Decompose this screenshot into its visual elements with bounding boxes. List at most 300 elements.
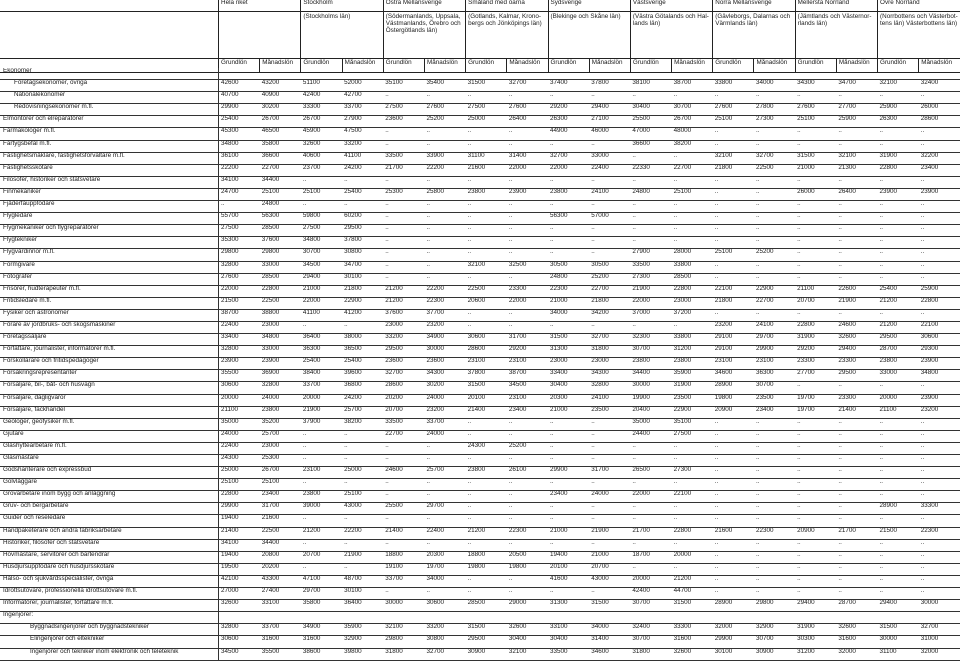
- value-cell: ..: [507, 213, 548, 225]
- value-cell: ..: [630, 152, 671, 164]
- value-cell: 24300: [219, 455, 260, 467]
- value-cell: 33800: [672, 334, 713, 346]
- value-cell: 31800: [630, 648, 671, 660]
- value-cell: ..: [383, 261, 424, 273]
- value-cell: 22300: [754, 527, 795, 539]
- value-cell: 33300: [672, 624, 713, 636]
- value-cell: 29800: [260, 249, 301, 261]
- table-row: [0, 467, 960, 479]
- value-cell: 20000: [630, 575, 671, 587]
- value-cell: ..: [713, 176, 754, 188]
- value-cell: 32600: [836, 334, 877, 346]
- value-cell: 23400: [507, 406, 548, 418]
- value-cell: 21000: [548, 297, 589, 309]
- row-label: Gruv- och bergarbetare: [0, 503, 219, 515]
- value-cell: ..: [548, 442, 589, 454]
- value-cell: ..: [919, 455, 960, 467]
- value-cell: ..: [795, 418, 836, 430]
- value-cell: ..: [919, 467, 960, 479]
- value-cell: ..: [424, 237, 465, 249]
- value-cell: [713, 68, 754, 80]
- value-cell: 25400: [301, 358, 342, 370]
- value-cell: 31900: [795, 334, 836, 346]
- value-cell: ..: [836, 92, 877, 104]
- value-cell: 31500: [466, 624, 507, 636]
- table-row: [0, 346, 960, 358]
- value-cell: 23100: [466, 358, 507, 370]
- table-row: [0, 624, 960, 636]
- value-cell: ..: [795, 563, 836, 575]
- value-cell: 29000: [507, 600, 548, 612]
- row-label: Frisörer, hudterapeuter m.fl.: [0, 285, 219, 297]
- value-cell: ..: [548, 539, 589, 551]
- value-cell: 31600: [301, 636, 342, 648]
- value-cell: ..: [713, 588, 754, 600]
- value-cell: ..: [383, 128, 424, 140]
- value-cell: ..: [507, 237, 548, 249]
- value-cell: [630, 612, 671, 624]
- value-cell: 22000: [507, 164, 548, 176]
- table-row: [0, 273, 960, 285]
- value-cell: 31300: [548, 346, 589, 358]
- table-row: [0, 370, 960, 382]
- value-cell: 31800: [589, 346, 630, 358]
- value-cell: 32600: [301, 140, 342, 152]
- value-cell: ..: [836, 539, 877, 551]
- value-cell: 29700: [424, 503, 465, 515]
- value-cell: 48700: [342, 575, 383, 587]
- value-cell: ..: [383, 539, 424, 551]
- value-cell: 20200: [383, 394, 424, 406]
- value-cell: ..: [754, 176, 795, 188]
- value-cell: 25700: [424, 467, 465, 479]
- value-cell: 30800: [342, 249, 383, 261]
- value-cell: 32700: [754, 152, 795, 164]
- value-cell: 34300: [589, 370, 630, 382]
- value-cell: 55700: [219, 213, 260, 225]
- value-cell: 21400: [219, 527, 260, 539]
- row-label: Handpaketerare och andra fabriksarbetare: [0, 527, 219, 539]
- value-cell: ..: [754, 563, 795, 575]
- value-cell: 33400: [219, 334, 260, 346]
- value-cell: 29400: [836, 346, 877, 358]
- value-cell: 22800: [878, 164, 919, 176]
- value-cell: 27500: [383, 104, 424, 116]
- table-row: [0, 406, 960, 418]
- value-cell: ..: [754, 140, 795, 152]
- value-cell: 29100: [713, 334, 754, 346]
- value-cell: ..: [548, 92, 589, 104]
- value-cell: ..: [507, 588, 548, 600]
- value-cell: 38700: [219, 309, 260, 321]
- value-cell: 21200: [383, 285, 424, 297]
- value-cell: 20200: [260, 563, 301, 575]
- value-cell: ..: [754, 479, 795, 491]
- value-cell: ..: [630, 563, 671, 575]
- value-cell: 21400: [466, 406, 507, 418]
- value-cell: ..: [507, 503, 548, 515]
- value-cell: ..: [507, 430, 548, 442]
- value-cell: 19900: [630, 394, 671, 406]
- value-cell: 35400: [424, 80, 465, 92]
- row-label: Försäljare, fackhandel: [0, 406, 219, 418]
- value-cell: 20800: [260, 551, 301, 563]
- value-cell: 23100: [301, 467, 342, 479]
- value-cell: 32900: [342, 636, 383, 648]
- value-cell: 47100: [301, 575, 342, 587]
- value-cell: ..: [754, 309, 795, 321]
- value-cell: ..: [383, 201, 424, 213]
- value-cell: [589, 68, 630, 80]
- value-cell: 33800: [713, 80, 754, 92]
- value-cell: 29700: [754, 334, 795, 346]
- value-cell: ..: [466, 309, 507, 321]
- table-row: [0, 430, 960, 442]
- value-cell: ..: [672, 152, 713, 164]
- value-cell: 26100: [507, 467, 548, 479]
- value-cell: ..: [878, 382, 919, 394]
- value-cell: 22700: [754, 297, 795, 309]
- value-cell: 19500: [219, 563, 260, 575]
- value-cell: 30700: [301, 249, 342, 261]
- value-cell: 24000: [260, 394, 301, 406]
- value-cell: ..: [878, 551, 919, 563]
- row-label: Finmekaniker: [0, 188, 219, 200]
- value-cell: ..: [919, 213, 960, 225]
- value-cell: 21900: [342, 551, 383, 563]
- table-row: [0, 176, 960, 188]
- value-cell: ..: [836, 479, 877, 491]
- value-cell: 40700: [219, 92, 260, 104]
- value-cell: 25900: [878, 104, 919, 116]
- value-cell: 22400: [219, 442, 260, 454]
- value-cell: 34500: [219, 648, 260, 660]
- value-cell: 34300: [795, 80, 836, 92]
- value-cell: 22800: [672, 527, 713, 539]
- row-label: Försäkringsrepresentanter: [0, 370, 219, 382]
- value-cell: 32100: [713, 152, 754, 164]
- table-row: [0, 600, 960, 612]
- value-cell: 35000: [630, 418, 671, 430]
- value-cell: 25300: [383, 188, 424, 200]
- value-cell: 30600: [919, 334, 960, 346]
- value-cell: 30100: [713, 648, 754, 660]
- table-row: [0, 80, 960, 92]
- value-cell: ..: [878, 176, 919, 188]
- value-cell: 32700: [919, 624, 960, 636]
- value-cell: ..: [795, 92, 836, 104]
- value-cell: [466, 612, 507, 624]
- table-row: [0, 515, 960, 527]
- value-cell: 34000: [424, 575, 465, 587]
- value-cell: 31500: [466, 80, 507, 92]
- value-cell: 19700: [424, 563, 465, 575]
- value-cell: 41200: [342, 309, 383, 321]
- value-cell: 19400: [219, 551, 260, 563]
- value-cell: 33200: [383, 334, 424, 346]
- value-cell: 22000: [507, 297, 548, 309]
- value-cell: 30300: [795, 636, 836, 648]
- value-cell: 32600: [836, 624, 877, 636]
- value-cell: 29900: [219, 104, 260, 116]
- value-cell: 20000: [301, 394, 342, 406]
- value-cell: 20000: [878, 394, 919, 406]
- value-cell: 20100: [466, 394, 507, 406]
- row-label: Flygledare: [0, 213, 219, 225]
- value-cell: 21200: [383, 297, 424, 309]
- value-cell: 25100: [713, 116, 754, 128]
- value-cell: ..: [548, 455, 589, 467]
- value-cell: 34100: [219, 176, 260, 188]
- value-cell: 34900: [301, 624, 342, 636]
- value-cell: ..: [466, 430, 507, 442]
- region-subtitle: (Norrbottens och Västerbot-tens län) Västerbottens län): [878, 12, 960, 45]
- column-header-manadslon: Månadslön: [919, 59, 960, 73]
- value-cell: ..: [383, 515, 424, 527]
- value-cell: ..: [919, 588, 960, 600]
- value-cell: ..: [713, 140, 754, 152]
- value-cell: 26300: [548, 116, 589, 128]
- value-cell: 32700: [548, 152, 589, 164]
- value-cell: ..: [754, 551, 795, 563]
- value-cell: 35200: [260, 418, 301, 430]
- value-cell: [836, 612, 877, 624]
- value-cell: 29500: [878, 334, 919, 346]
- row-label: Fritidsledare m.fl.: [0, 297, 219, 309]
- value-cell: ..: [589, 321, 630, 333]
- value-cell: ..: [754, 588, 795, 600]
- value-cell: 38800: [260, 309, 301, 321]
- value-cell: 21700: [836, 527, 877, 539]
- value-cell: ..: [383, 249, 424, 261]
- value-cell: ..: [630, 201, 671, 213]
- row-label: Ingenjörer:: [0, 612, 219, 624]
- value-cell: ..: [548, 225, 589, 237]
- value-cell: 34400: [260, 539, 301, 551]
- value-cell: 27700: [795, 370, 836, 382]
- table-row: [0, 588, 960, 600]
- value-cell: ..: [630, 213, 671, 225]
- value-cell: ..: [919, 551, 960, 563]
- value-cell: 33700: [260, 624, 301, 636]
- value-cell: 22600: [836, 285, 877, 297]
- value-cell: 31200: [795, 648, 836, 660]
- value-cell: ..: [301, 539, 342, 551]
- value-cell: 20700: [795, 297, 836, 309]
- value-cell: ..: [795, 479, 836, 491]
- value-cell: 19800: [713, 394, 754, 406]
- value-cell: ..: [713, 503, 754, 515]
- value-cell: 24600: [383, 467, 424, 479]
- value-cell: 25500: [383, 503, 424, 515]
- value-cell: 33300: [301, 104, 342, 116]
- value-cell: 42700: [342, 92, 383, 104]
- value-cell: 30400: [630, 104, 671, 116]
- value-cell: 36500: [342, 346, 383, 358]
- value-cell: ..: [466, 491, 507, 503]
- value-cell: ..: [301, 201, 342, 213]
- value-cell: ..: [424, 455, 465, 467]
- value-cell: 20500: [507, 551, 548, 563]
- value-cell: 22800: [260, 285, 301, 297]
- value-cell: 30100: [342, 273, 383, 285]
- value-cell: 20700: [383, 406, 424, 418]
- value-cell: 23400: [260, 491, 301, 503]
- row-label: Formgivare: [0, 261, 219, 273]
- value-cell: 23200: [919, 406, 960, 418]
- row-label: Elingenjörer och eltekniker: [0, 636, 219, 648]
- value-cell: ..: [836, 261, 877, 273]
- table-row: [0, 249, 960, 261]
- value-cell: 32600: [507, 624, 548, 636]
- value-cell: 34000: [548, 309, 589, 321]
- row-label: Nationalekonomer: [0, 92, 219, 104]
- value-cell: ..: [795, 128, 836, 140]
- value-cell: 22700: [672, 164, 713, 176]
- value-cell: ..: [836, 588, 877, 600]
- value-cell: 43000: [342, 503, 383, 515]
- value-cell: 24600: [836, 321, 877, 333]
- value-cell: ..: [342, 479, 383, 491]
- value-cell: 23300: [836, 358, 877, 370]
- value-cell: ..: [795, 309, 836, 321]
- column-header-grundlon: Grundlön: [548, 59, 589, 73]
- value-cell: 19100: [383, 563, 424, 575]
- value-cell: ..: [466, 575, 507, 587]
- value-cell: 23000: [260, 442, 301, 454]
- value-cell: 21000: [548, 527, 589, 539]
- value-cell: 25400: [342, 358, 383, 370]
- value-cell: 31500: [672, 600, 713, 612]
- value-cell: 22300: [919, 527, 960, 539]
- value-cell: 23500: [754, 394, 795, 406]
- value-cell: 22700: [383, 430, 424, 442]
- region-name: Stockholm: [301, 0, 383, 12]
- value-cell: ..: [878, 249, 919, 261]
- value-cell: 21200: [878, 321, 919, 333]
- value-cell: ..: [919, 249, 960, 261]
- value-cell: ..: [713, 237, 754, 249]
- value-cell: 23500: [589, 406, 630, 418]
- value-cell: ..: [754, 418, 795, 430]
- value-cell: 22500: [260, 297, 301, 309]
- value-cell: ..: [836, 503, 877, 515]
- value-cell: 35100: [383, 80, 424, 92]
- value-cell: ..: [754, 225, 795, 237]
- value-cell: 35500: [260, 648, 301, 660]
- value-cell: 21600: [260, 515, 301, 527]
- value-cell: 28000: [672, 249, 713, 261]
- value-cell: ..: [548, 430, 589, 442]
- region-name: Västsverige: [630, 0, 712, 12]
- value-cell: 24000: [589, 491, 630, 503]
- value-cell: 33000: [878, 370, 919, 382]
- value-cell: 23100: [507, 394, 548, 406]
- value-cell: 29900: [713, 636, 754, 648]
- value-cell: 26500: [630, 467, 671, 479]
- value-cell: ..: [630, 92, 671, 104]
- value-cell: 25000: [466, 116, 507, 128]
- value-cell: ..: [424, 479, 465, 491]
- value-cell: 31600: [672, 636, 713, 648]
- value-cell: 22500: [754, 164, 795, 176]
- value-cell: ..: [589, 503, 630, 515]
- row-label: Filosofer, historiker och statsvetare: [0, 176, 219, 188]
- table-row: [0, 92, 960, 104]
- value-cell: 32600: [219, 600, 260, 612]
- value-cell: 19700: [795, 394, 836, 406]
- value-cell: 31400: [589, 636, 630, 648]
- table-row: [0, 116, 960, 128]
- value-cell: ..: [919, 92, 960, 104]
- column-header-manadslon: Månadslön: [589, 59, 630, 73]
- value-cell: ..: [713, 515, 754, 527]
- value-cell: 30000: [424, 346, 465, 358]
- value-cell: 31600: [836, 636, 877, 648]
- value-cell: ..: [754, 515, 795, 527]
- value-cell: ..: [589, 455, 630, 467]
- value-cell: ..: [878, 515, 919, 527]
- value-cell: 27900: [630, 249, 671, 261]
- value-cell: 37800: [589, 80, 630, 92]
- value-cell: 22400: [424, 527, 465, 539]
- value-cell: 36400: [342, 600, 383, 612]
- value-cell: ..: [548, 176, 589, 188]
- value-cell: ..: [795, 467, 836, 479]
- value-cell: 30800: [424, 636, 465, 648]
- value-cell: 34400: [260, 176, 301, 188]
- value-cell: ..: [548, 503, 589, 515]
- value-cell: ..: [589, 539, 630, 551]
- value-cell: 23200: [424, 406, 465, 418]
- value-cell: 47500: [342, 128, 383, 140]
- value-cell: ..: [507, 539, 548, 551]
- column-header-grundlon: Grundlön: [878, 59, 919, 73]
- table-row: [0, 152, 960, 164]
- value-cell: ..: [672, 237, 713, 249]
- value-cell: ..: [342, 442, 383, 454]
- value-cell: 36900: [260, 370, 301, 382]
- value-cell: ..: [589, 249, 630, 261]
- value-cell: ..: [672, 92, 713, 104]
- column-header-manadslon: Månadslön: [260, 59, 301, 73]
- value-cell: ..: [878, 237, 919, 249]
- value-cell: 30200: [424, 382, 465, 394]
- row-label: Hovmästare, servitörer och bartendrar: [0, 551, 219, 563]
- value-cell: 45300: [219, 128, 260, 140]
- column-header-grundlon: Grundlön: [466, 59, 507, 73]
- row-label: Ekonomer: [0, 68, 219, 80]
- region-subtitle: (Västra Götalands och Hal-lands län): [630, 12, 712, 45]
- value-cell: [466, 68, 507, 80]
- value-cell: 27000: [219, 588, 260, 600]
- value-cell: 38000: [342, 334, 383, 346]
- value-cell: 25100: [342, 491, 383, 503]
- value-cell: 34000: [589, 624, 630, 636]
- value-cell: ..: [919, 309, 960, 321]
- value-cell: ..: [795, 442, 836, 454]
- value-cell: 34700: [836, 80, 877, 92]
- value-cell: ..: [342, 515, 383, 527]
- value-cell: 25700: [260, 430, 301, 442]
- value-cell: ..: [919, 539, 960, 551]
- value-cell: ..: [672, 455, 713, 467]
- region-subtitle: [219, 12, 301, 45]
- value-cell: ..: [754, 430, 795, 442]
- value-cell: ..: [219, 201, 260, 213]
- value-cell: ..: [466, 588, 507, 600]
- value-cell: 29200: [507, 346, 548, 358]
